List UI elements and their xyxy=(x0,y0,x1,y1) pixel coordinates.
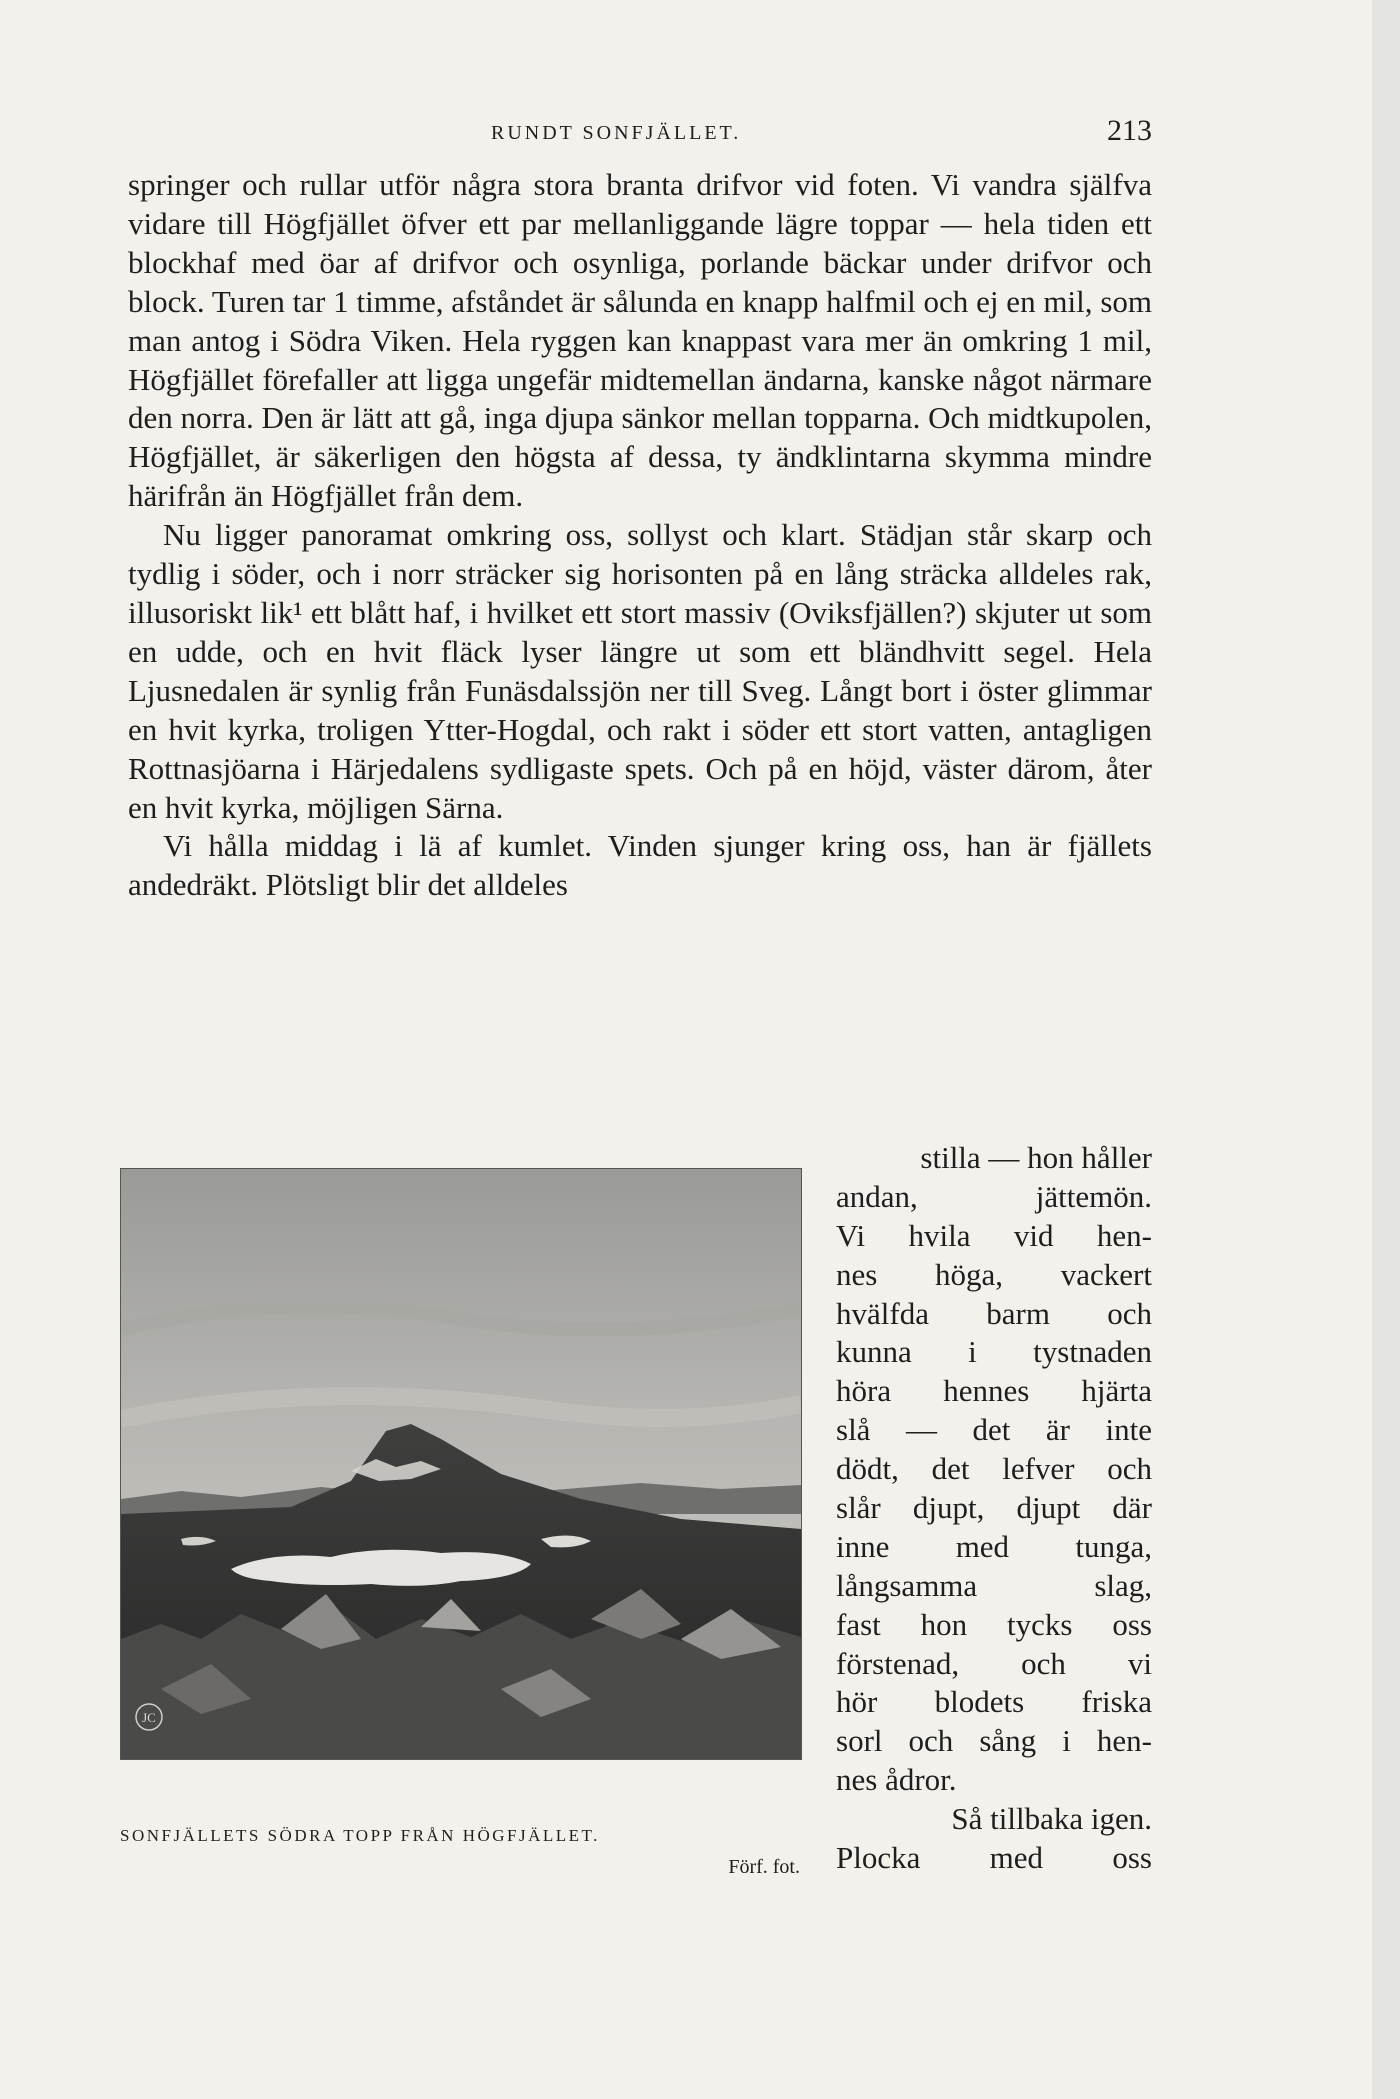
text-line: fast hon tycks oss xyxy=(836,1606,1152,1642)
page-edge xyxy=(1372,0,1400,2099)
text-line: Plocka med oss xyxy=(836,1840,1152,1876)
page-number: 213 xyxy=(1107,114,1152,147)
text-line: dödt, det lefver och xyxy=(836,1451,1152,1487)
text-line: Vi hvila vid hen- xyxy=(836,1217,1152,1253)
text-line: Så tillbaka igen. xyxy=(951,1801,1152,1837)
photo-credit: Förf. fot. xyxy=(728,1856,800,1878)
text-line: hör blodets friska xyxy=(836,1684,1152,1720)
text-line: slå — det är inte xyxy=(836,1412,1152,1448)
text-line: nes höga, vackert xyxy=(836,1256,1152,1292)
text-line: hvälfda barm och xyxy=(836,1295,1152,1331)
text-line: förstenad, och vi xyxy=(836,1645,1152,1681)
text-line: långsamma slag, xyxy=(836,1567,1152,1603)
text-line: sorl och sång i hen- xyxy=(836,1723,1152,1759)
figure xyxy=(120,1168,800,1879)
text-line: stilla — hon håller xyxy=(920,1140,1152,1175)
paragraph: Nu ligger panoramat omkring oss, sollyst och klart. Städjan står skarp och tydlig i söder, och i norr sträcker sig horisonten på en lång sträcka alldeles rak, illusoriskt lik¹ ett blått haf, i hvilket ett stort massiv (Oviksfjällen?) skjuter ut som en udde, och en hvit fläck lyser längre ut som ett bländhvitt segel. Hela Ljusnedalen är synlig från Funäsdalssjön ner till Sveg. Långt bort i öster glimmar en hvit kyrka, troligen Ytter-Hogdal, och rakt i söder ett stort vatten, antagligen Rottnasjöarna i Härjedalens sydligaste spets. Och på en höjd, väster därom, åter en hvit kyrka, möjligen Särna. xyxy=(128,517,1152,825)
text-line: kunna i tystnaden xyxy=(836,1334,1152,1370)
wrapped-text-column xyxy=(836,1139,1152,1878)
text-line: slår djupt, djupt där xyxy=(836,1490,1152,1526)
mountain-photo xyxy=(120,1168,802,1760)
body-text xyxy=(128,166,1152,905)
text-line: höra hennes hjärta xyxy=(836,1373,1152,1409)
text-line: inne med tunga, xyxy=(836,1528,1152,1564)
photo-monogram: JC xyxy=(142,1710,156,1725)
page-header xyxy=(128,114,1152,154)
figure-caption: SONFJÄLLETS SÖDRA TOPP FRÅN HÖGFJÄLLET. xyxy=(120,1826,600,1845)
running-title: RUNDT SONFJÄLLET. xyxy=(491,122,742,144)
paragraph: Vi hålla middag i lä af kumlet. Vinden sjunger kring oss, han är fjällets andedräkt. Plötsligt blir det alldeles xyxy=(128,828,1152,903)
text-line: andan, jättemön. xyxy=(836,1178,1152,1214)
text-line: nes ådror. xyxy=(836,1762,957,1798)
paragraph: springer och rullar utför några stora branta drifvor vid foten. Vi vandra själfva vidare till Högfjället öfver ett par mellanliggande lägre toppar — hela tiden ett blockhaf med öar af drifvor och osynliga, porlande bäckar under drifvor och block. Turen tar 1 timme, afståndet är sålunda en knapp halfmil och ej en mil, som man antog i Södra Viken. Hela ryggen kan knappast vara mer än omkring 1 mil, Högfjället förefaller att ligga ungefär midtemellan ändarna, kanske något närmare den norra. Den är lätt att gå, inga djupa sänkor mellan topparna. Och midtkupolen, Högfjället, är säkerligen den högsta af dessa, ty ändklintarna skymma mindre härifrån än Högfjället från dem. xyxy=(128,167,1152,514)
